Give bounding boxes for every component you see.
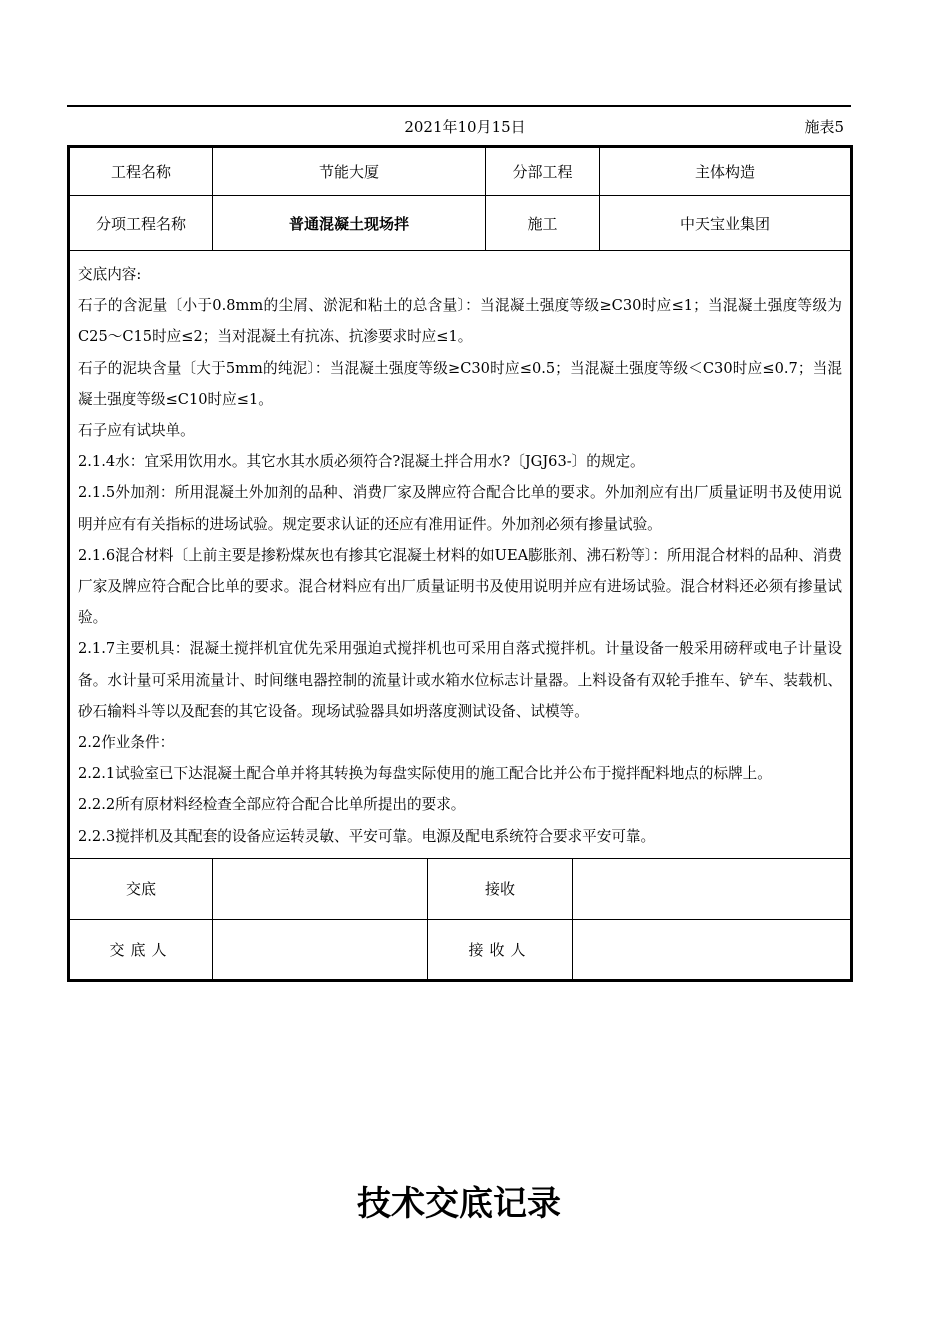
receiver-label: 接收人: [428, 919, 573, 979]
handover-signature-cell[interactable]: [213, 858, 428, 919]
content-paragraph: 石子的泥块含量〔大于5mm的纯泥〕：当混凝土强度等级≥C30时应≤0.5；当混凝土强度等级＜C30时应≤0.7；当混凝土强度等级≤C10时应≤1。: [78, 359, 842, 408]
content-paragraph: 2.2.3搅拌机及其配套的设备应运转灵敏、平安可靠。电源及配电系统符合要求平安可靠。: [78, 827, 656, 845]
subitem-value: 普通混凝土现场拌: [213, 196, 486, 251]
content-paragraph: 2.2作业条件：: [78, 734, 175, 752]
record-sheet: [67, 145, 853, 982]
signature-row-1: [70, 858, 851, 919]
receive-label: 接收: [428, 858, 573, 919]
info-table: [69, 147, 851, 251]
content-paragraph: 2.1.4水：宜采用饮用水。其它水其水质必须符合?混凝土拌合用水?〔JGJ63-〕的规定。: [78, 453, 645, 471]
project-name-label: 工程名称: [70, 148, 213, 196]
form-number: 施表5: [804, 118, 844, 136]
receive-signature-cell[interactable]: [573, 858, 851, 919]
contractor-label: 施工: [486, 196, 600, 251]
header-rule: [67, 105, 851, 107]
content-paragraph: 2.2.2所有原材料经检查全部应符合配合比单所提出的要求。: [78, 796, 466, 814]
division-label: 分部工程: [486, 148, 600, 196]
content-paragraph: 2.1.6混合材料〔上前主要是掺粉煤灰也有掺其它混凝土材料的如UEA膨胀剂、沸石粉等〕：所用混合材料的品种、消费厂家及牌应符合配合比单的要求。混合材料应有出厂质量证明书及使用说明并应有进场试验。混合材料还必须有掺量试验。: [78, 546, 842, 627]
subitem-label: 分项工程名称: [70, 196, 213, 251]
contractor-value: 中天宝业集团: [600, 196, 851, 251]
receiver-cell[interactable]: [573, 919, 851, 979]
handover-person-cell[interactable]: [213, 919, 428, 979]
handover-label: 交底: [70, 858, 213, 919]
handover-person-label: 交底人: [70, 919, 213, 979]
project-name-value: 节能大厦: [213, 148, 486, 196]
content-heading: 交底内容:: [78, 266, 142, 283]
info-row-2: [70, 196, 851, 251]
signature-table: [69, 858, 851, 980]
record-date: 2021年10月15日: [404, 118, 526, 136]
handover-content: [69, 251, 851, 858]
content-paragraph: 2.1.5外加剂：所用混凝土外加剂的品种、消费厂家及牌应符合配合比单的要求。外加剂应有出厂质量证明书及使用说明并应有有关指标的进场试验。规定要求认证的还应有准用证件。外加剂必须有掺量试验。: [78, 484, 842, 533]
info-row-1: [70, 148, 851, 196]
division-value: 主体构造: [600, 148, 851, 196]
content-paragraph: 石子的含泥量〔小于0.8mm的尘屑、淤泥和粘土的总含量〕：当混凝土强度等级≥C30时应≤1；当混凝土强度等级为C25～C15时应≤2；当对混凝土有抗冻、抗渗要求时应≤1。: [78, 297, 842, 346]
document-title: 技术交底记录: [357, 1184, 561, 1224]
content-paragraph: 2.2.1试验室已下达混凝土配合单并将其转换为每盘实际使用的施工配合比并公布于搅拌配料地点的标牌上。: [78, 765, 772, 783]
content-paragraph: 石子应有试块单。: [78, 422, 195, 440]
signature-row-2: [70, 919, 851, 979]
content-paragraph: 2.1.7主要机具：混凝土搅拌机宜优先采用强迫式搅拌机也可采用自落式搅拌机。计量设备一般采用磅秤或电子计量设备。水计量可采用流量计、时间继电器控制的流量计或水箱水位标志计量器。上料设备有双轮手推车、铲车、装载机、砂石输料斗等以及配套的其它设备。现场试验器具如坍落度测试设备、试模等。: [78, 640, 842, 720]
